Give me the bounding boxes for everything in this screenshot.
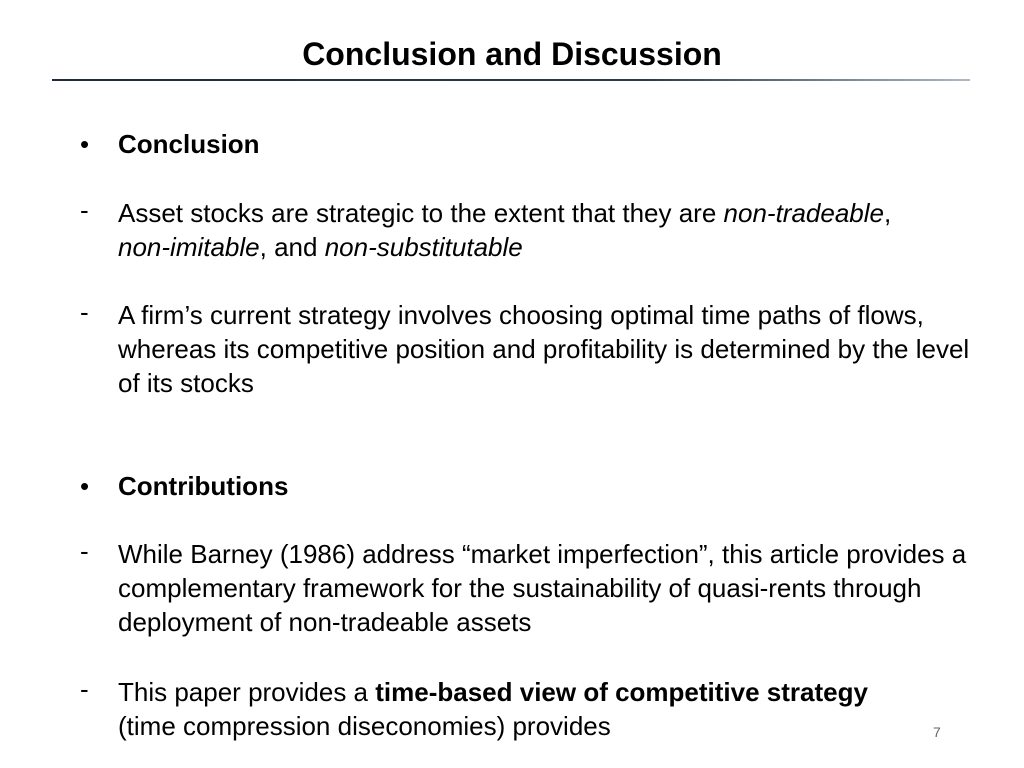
conclusion-item-1-text [118, 196, 990, 264]
text-run: , [884, 198, 892, 228]
slide-title: Conclusion and Discussion [302, 36, 722, 72]
contributions-heading-label: Contributions [118, 471, 289, 501]
text-run: (time compression diseconomies) provides [118, 711, 611, 741]
bullet-marker: • [80, 471, 90, 501]
text-run: Asset stocks are strategic to the extent that they are [118, 198, 724, 228]
dash-marker: - [80, 195, 89, 225]
conclusion-item-2-text: A firm’s current strategy involves choosing optimal time paths of flows, whereas its competitive position and profitability is determined by the level of its stocks [118, 300, 970, 398]
bold-run: time-based view of competitive strategy [375, 677, 868, 707]
emphasis-run: non-tradeable [723, 198, 884, 228]
conclusion-heading-label: Conclusion [118, 129, 260, 159]
title-divider [52, 79, 970, 81]
dash-marker: - [80, 536, 89, 566]
contributions-item-1-text: While Barney (1986) address “market imperfection”, this article provides a complementary framework for the sustainability of quasi-rents through deployment of non-tradeable assets [118, 539, 967, 637]
bullet-marker: • [80, 129, 90, 159]
dash-marker: - [80, 297, 89, 327]
text-run: This paper provides a [118, 677, 376, 707]
text-run: , and [259, 232, 325, 262]
emphasis-run: non-substitutable [324, 232, 523, 262]
dash-marker: - [80, 674, 89, 704]
conclusion-heading [80, 127, 260, 161]
emphasis-run: non-imitable [118, 232, 260, 262]
contributions-heading [80, 469, 288, 503]
page-number: 7 [933, 724, 941, 740]
contributions-item-2-text [118, 675, 990, 743]
